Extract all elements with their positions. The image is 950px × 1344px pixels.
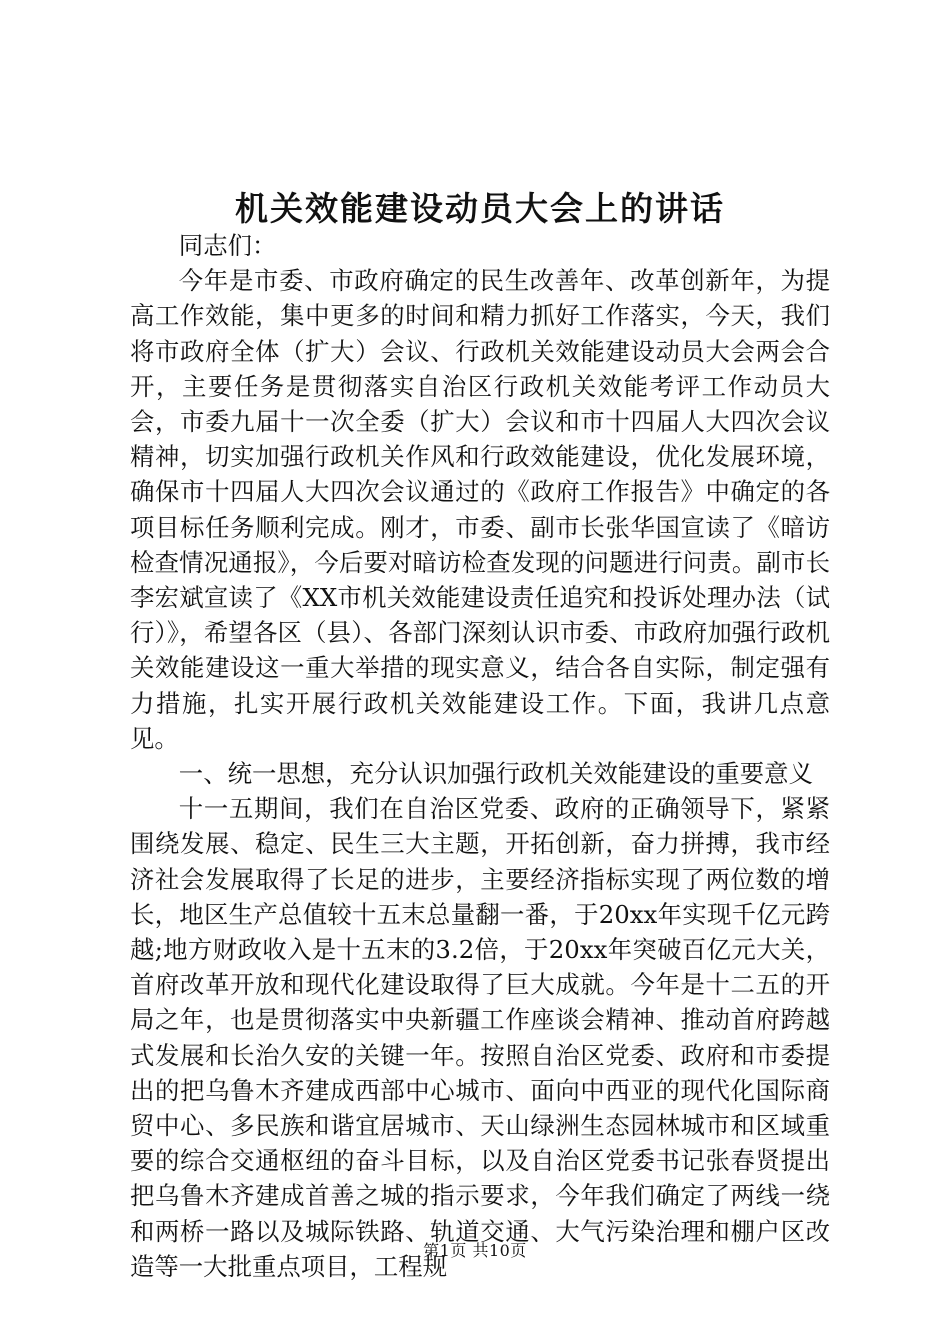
intro-paragraph: 今年是市委、市政府确定的民生改善年、改革创新年，为提高工作效能，集中更多的时间和精力抓好工作落实，今天，我们将市政府全体（扩大）会议、行政机关效能建设动员大会两会合开，主要任务是贯彻落实自治区行政机关效能考评工作动员大会，市委九届十一次全委（扩大）会议和市十四届人大四次会议精神，切实加强行政机关作风和行政效能建设，优化发展环境，确保市十四届人大四次会议通过的《政府工作报告》中确定的各项目标任务顺利完成。刚才，市委、副市长张华国宣读了《暗访检查情况通报》，今后要对暗访检查发现的问题进行问责。副市长李宏斌宣读了《XX市机关效能建设责任追究和投诉处理办法（试行）》，希望各区（县）、各部门深刻认识市委、市政府加强行政机关效能建设这一重大举措的现实意义，结合各自实际，制定强有力措施，扎实开展行政机关效能建设工作。下面，我讲几点意见。 xyxy=(130,266,830,753)
document-title: 机关效能建设动员大会上的讲话 xyxy=(235,189,725,228)
body-paragraph: 十一五期间，我们在自治区党委、政府的正确领导下，紧紧围绕发展、稳定、民生三大主题，开拓创新，奋力拼搏，我市经济社会发展取得了长足的进步，主要经济指标实现了两位数的增长，地区生产总值较十五末总量翻一番，于20xx年实现千亿元跨越;地方财政收入是十五末的3.2倍，于20xx年突破百亿元大关，首府改革开放和现代化建设取得了巨大成就。今年是十二五的开局之年，也是贯彻落实中央新疆工作座谈会精神、推动首府跨越式发展和长治久安的关键一年。按照自治区党委、政府和市委提出的把乌鲁木齐建成西部中心城市、面向中西亚的现代化国际商贸中心、多民族和谐宜居城市、天山绿洲生态园林城市和区域重要的综合交通枢纽的奋斗目标，以及自治区党委书记张春贤提出把乌鲁木齐建成首善之城的指示要求，今年我们确定了两线一绕和两桥一路以及城际铁路、轨道交通、大气污染治理和棚户区改造等一大批重点项目，工程规 xyxy=(130,794,830,1281)
document-body xyxy=(130,228,830,1284)
section-heading: 一、统一思想，充分认识加强行政机关效能建设的重要意义 xyxy=(178,759,813,789)
page-footer: 第1页 共10页 xyxy=(423,1241,527,1260)
salutation-paragraph: 同志们： xyxy=(178,231,277,260)
